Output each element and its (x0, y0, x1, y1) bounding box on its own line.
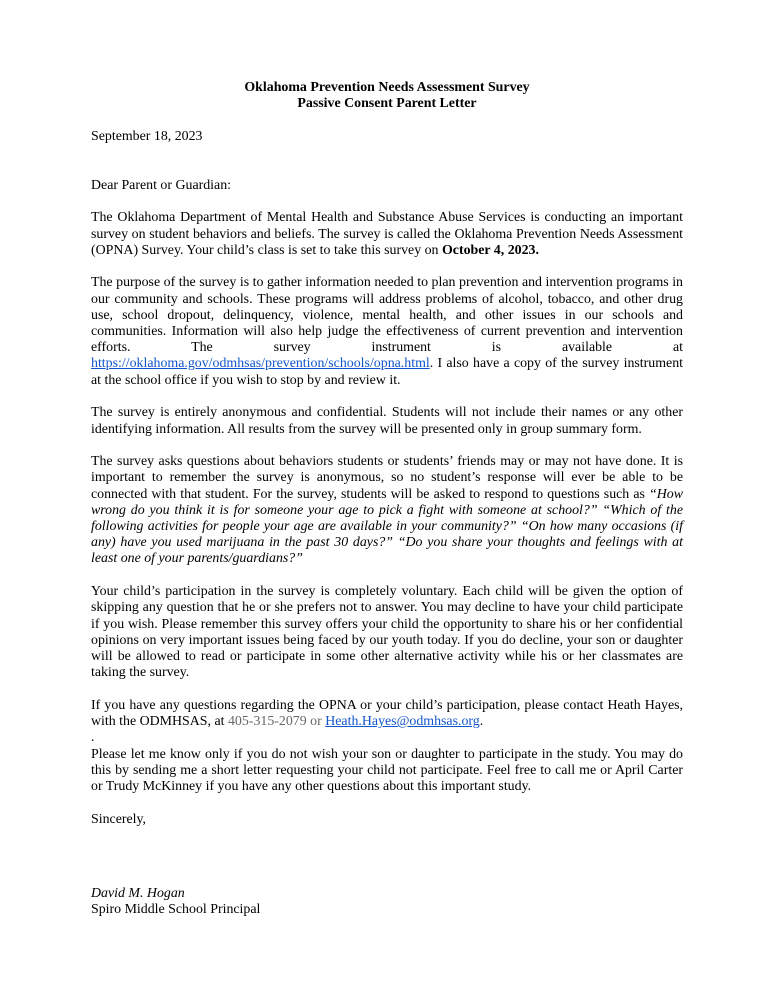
letter-title-line1: Oklahoma Prevention Needs Assessment Survey (244, 80, 530, 95)
letter-date: September 18, 2023 (91, 129, 203, 145)
paragraph-purpose-text: The purpose of the survey is to gather information needed to plan prevention and intervention programs in our community and schools. These programs will address problems of alcohol, tobacco, and other drug use, school dropout, delinquency, violence, mental health, and other issues in our schools and communities. Information will also help judge the effectiveness of current prevention and intervention efforts. The survey instrument is available at (91, 275, 683, 356)
stray-dot: . (91, 730, 95, 746)
survey-instrument-link[interactable]: https://oklahoma.gov/odmhsas/prevention/schools/opna.html (91, 356, 430, 372)
contact-email-link[interactable]: Heath.Hayes@odmhsas.org (325, 714, 480, 730)
paragraph-anonymous: The survey is entirely anonymous and confidential. Students will not include their names or any other identifying information. All results from the survey will be presented only in group summary form. (91, 405, 683, 437)
paragraph-purpose-after: . I also have a copy of the survey instrument at the school office if you wish to stop by and review it. (91, 356, 683, 388)
paragraph-contact (91, 698, 683, 730)
contact-phone: 405-315-2079 (227, 714, 307, 730)
closing: Sincerely, (91, 811, 147, 827)
contact-or: or (306, 714, 326, 730)
signature-name: David M. Hogan (91, 885, 185, 901)
paragraph-intro-text: The Oklahoma Department of Mental Health and Substance Abuse Services is conducting an important survey on student behaviors and beliefs. The survey is called the Oklahoma Prevention Needs Assessment (OPNA) Survey. Your child’s class is set to take this survey on (91, 210, 683, 258)
letter-page (91, 80, 683, 918)
letter-title-line2: Passive Consent Parent Letter (297, 96, 477, 112)
survey-date: October 4, 2023. (441, 242, 539, 258)
paragraph-questions (91, 454, 683, 567)
paragraph-voluntary: Your child’s participation in the survey is completely voluntary. Each child will be given the option of skipping any question that he or she prefers not to answer. You may decline to have your child participate if you wish. Please remember this survey offers your child the opportunity to share his or her confidential opinions on very important issues being faced by our youth today. If you do decline, your son or daughter will be allowed to read or participate in some other alternative activity while his or her classmates are taking the survey. (91, 584, 683, 681)
paragraph-opt-out: Please let me know only if you do not wish your son or daughter to participate in the study. You may do this by sending me a short letter requesting your child not participate. Feel free to call me or April Carter or Trudy McKinney if you have any other questions about this important study. (91, 746, 683, 794)
paragraph-intro (91, 210, 683, 259)
signature-title: Spiro Middle School Principal (91, 902, 261, 918)
contact-end: . (479, 714, 484, 730)
paragraph-purpose (91, 275, 683, 388)
sample-questions: “How wrong do you think it is for someone your age to pick a fight with someone at school?” “Which of the following activities for people your age are available in your community?” “On how many occasions (if any) have you used marijuana in the past 30 days?” “Do you share your thoughts and feelings with at least one of your parents/guardians?” (91, 486, 683, 567)
paragraph-contact-text: If you have any questions regarding the OPNA or your child’s participation, please contact Heath Hayes, with the ODMHSAS, at (91, 697, 683, 730)
salutation: Dear Parent or Guardian: (91, 177, 232, 193)
paragraph-questions-text: The survey asks questions about behaviors students or students’ friends may or may not have done. It is important to remember the survey is anonymous, so no student’s response will ever be able to be connected with that student. For the survey, students will be asked to respond to questions such as (91, 454, 683, 502)
